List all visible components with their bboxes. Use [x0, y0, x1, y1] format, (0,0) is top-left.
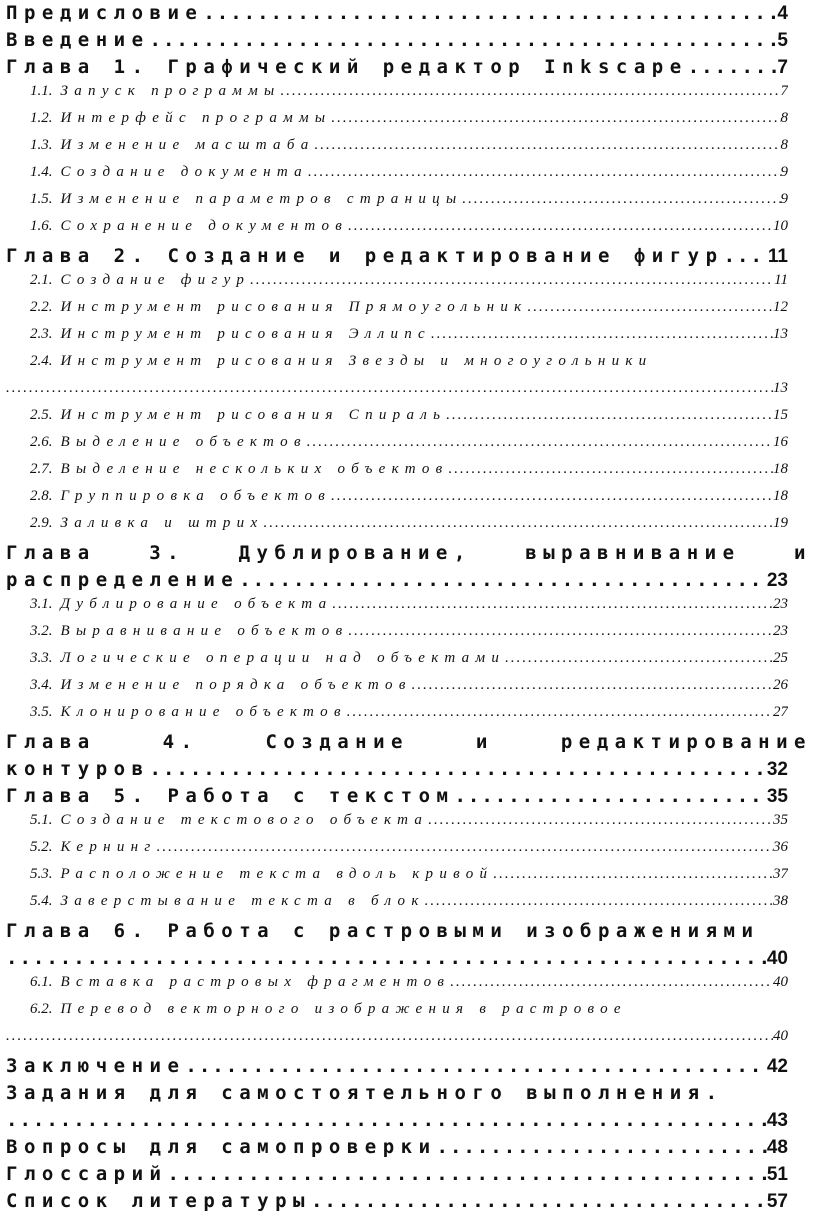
toc-subsection-entry[interactable] [30, 893, 788, 910]
section-number: 2.6. [30, 434, 53, 450]
toc-entry-continuation [6, 1028, 788, 1045]
section-title: Перевод векторного изображения в растровое [60, 1001, 627, 1017]
heading-line [6, 731, 812, 753]
section-number: 2.7. [30, 461, 53, 477]
page-number: 9 [780, 164, 788, 180]
toc-subsection-entry[interactable] [30, 650, 788, 667]
toc-subsection-entry[interactable] [30, 218, 788, 235]
page-number: 40 [766, 948, 788, 969]
dot-leader [347, 704, 773, 721]
dot-leader [6, 1109, 767, 1131]
toc-subsection-entry[interactable] [30, 704, 788, 721]
section-number: 5.3. [30, 866, 53, 882]
section-title: Выравнивание объектов [60, 623, 349, 639]
dot-leader [239, 569, 767, 591]
section-title: Кернинг [60, 839, 157, 855]
dot-leader [348, 623, 773, 640]
chapter-title: Список литературы [6, 1190, 311, 1212]
dot-leader [528, 299, 773, 316]
section-number: 5.1. [30, 812, 53, 828]
toc-subsection-entry[interactable] [30, 434, 788, 451]
toc-chapter-entry[interactable] [6, 1190, 788, 1213]
page-number: 25 [773, 650, 788, 666]
heading-word: 3. [149, 542, 186, 564]
dot-leader [6, 1028, 773, 1045]
section-title: Инструмент рисования Эллипс [60, 326, 432, 342]
dot-leader [450, 974, 773, 991]
section-title: Группировка объектов [60, 488, 332, 504]
toc-subsection-entry[interactable] [30, 353, 788, 370]
toc-chapter-entry[interactable] [6, 569, 788, 592]
section-number: 2.2. [30, 299, 53, 315]
chapter-title: Глава 1. Графический редактор Inkscape [6, 56, 688, 78]
page-number: 8 [780, 137, 788, 153]
heading-word: Дублирование, [238, 542, 472, 564]
section-number: 1.5. [30, 191, 53, 207]
toc-subsection-entry[interactable] [30, 137, 788, 154]
page-number: 11 [774, 272, 788, 288]
toc-subsection-entry[interactable] [30, 596, 788, 613]
section-title: Логические операции над объектами [60, 650, 506, 666]
page-number: 37 [773, 866, 788, 882]
page-number: 8 [780, 110, 788, 126]
heading-word: редактирование [560, 731, 812, 753]
page-number: 18 [773, 488, 788, 504]
section-title: Инструмент рисования Спираль [60, 407, 447, 423]
section-title: Клонирование объектов [60, 704, 347, 720]
dot-leader [446, 407, 773, 424]
dot-leader [6, 947, 767, 969]
dot-leader [331, 488, 773, 505]
dot-leader [6, 380, 773, 397]
heading-word: Глава [6, 731, 96, 753]
section-number: 2.9. [30, 515, 53, 531]
section-title: Создание документа [60, 164, 308, 180]
section-title: Вставка растровых фрагментов [60, 974, 451, 990]
page-number: 16 [773, 434, 788, 450]
dot-leader [462, 191, 780, 208]
dot-leader [307, 434, 773, 451]
heading-word: и [475, 731, 494, 753]
toc-subsection-entry[interactable] [30, 164, 788, 181]
toc-subsection-entry[interactable] [30, 974, 788, 991]
dot-leader [185, 1055, 766, 1077]
toc-chapter-entry[interactable] [6, 1109, 788, 1132]
section-number: 2.4. [30, 353, 53, 369]
page-number: 43 [766, 1110, 788, 1131]
page-number: 23 [766, 570, 788, 591]
dot-leader [250, 272, 774, 289]
section-number: 1.1. [30, 83, 53, 99]
heading-word: и [794, 542, 812, 564]
section-number: 1.6. [30, 218, 53, 234]
dot-leader [412, 677, 773, 694]
chapter-title: Вопросы для самопроверки [6, 1136, 437, 1158]
toc-chapter-heading [6, 1082, 812, 1104]
toc-subsection-entry[interactable] [30, 407, 788, 424]
toc-subsection-entry[interactable] [30, 272, 788, 289]
dot-leader [493, 866, 773, 883]
dot-leader [263, 515, 773, 532]
page-number: 23 [773, 596, 788, 612]
page-number: 40 [773, 974, 788, 990]
page-number: 42 [766, 1056, 788, 1077]
dot-leader [311, 1190, 767, 1212]
dot-leader [332, 596, 773, 613]
page-number: 27 [773, 704, 788, 720]
section-title: Заливка и штрих [60, 515, 264, 531]
page-number: 18 [773, 461, 788, 477]
page-number: 5 [777, 30, 788, 51]
page-number: 26 [773, 677, 788, 693]
chapter-title: Глава 5. Работа с текстом [6, 785, 455, 807]
page-number: 13 [773, 326, 788, 342]
toc-subsection-entry[interactable] [30, 488, 788, 505]
section-number: 3.5. [30, 704, 53, 720]
section-number: 5.2. [30, 839, 53, 855]
section-number: 3.1. [30, 596, 53, 612]
toc-chapter-entry[interactable] [6, 2, 788, 25]
dot-leader [428, 812, 773, 829]
toc-subsection-entry[interactable] [30, 839, 788, 856]
section-number: 3.4. [30, 677, 53, 693]
section-title: Создание фигур [60, 272, 251, 288]
section-title: Дублирование объекта [60, 596, 333, 612]
section-title: Выделение нескольких объектов [60, 461, 449, 477]
section-title: Запуск программы [60, 83, 281, 99]
toc-subsection-entry[interactable] [30, 515, 788, 532]
page-number: 48 [766, 1137, 788, 1158]
toc-chapter-entry[interactable] [6, 785, 788, 808]
section-title: Интерфейс программы [60, 110, 332, 126]
chapter-title: Заключение [6, 1055, 186, 1077]
section-number: 2.5. [30, 407, 53, 423]
toc-chapter-entry[interactable] [6, 758, 788, 781]
section-title: Заверстывание текста в блок [60, 893, 425, 909]
toc-subsection-entry[interactable] [30, 812, 788, 829]
toc-subsection-entry[interactable] [30, 461, 788, 478]
toc-subsection-entry[interactable] [30, 866, 788, 883]
toc-chapter-entry[interactable] [6, 947, 788, 970]
section-title: Изменение параметров страницы [60, 191, 463, 207]
section-number: 6.1. [30, 974, 53, 990]
dot-leader [505, 650, 773, 667]
section-title: Изменение порядка объектов [60, 677, 412, 693]
dot-leader [308, 164, 781, 181]
section-number: 1.4. [30, 164, 53, 180]
dot-leader [203, 2, 777, 24]
page-number: 10 [773, 218, 788, 234]
toc-subsection-entry[interactable] [30, 191, 788, 208]
dot-leader [724, 245, 768, 267]
section-number: 6.2. [30, 1001, 53, 1017]
dot-leader [167, 1163, 766, 1185]
section-number: 3.3. [30, 650, 53, 666]
section-number: 3.2. [30, 623, 53, 639]
page-number: 38 [773, 893, 788, 909]
page-number: 7 [780, 83, 788, 99]
section-number: 2.8. [30, 488, 53, 504]
page-number: 15 [773, 407, 788, 423]
dot-leader [431, 326, 773, 343]
heading-word: Создание [265, 731, 409, 753]
toc-subsection-entry[interactable] [30, 83, 788, 100]
page-number: 9 [780, 191, 788, 207]
page-number: 35 [773, 812, 788, 828]
dot-leader [280, 83, 780, 100]
page-number: 40 [773, 1028, 788, 1044]
toc-chapter-entry[interactable] [6, 1163, 788, 1186]
toc-subsection-entry[interactable] [30, 299, 788, 316]
toc-chapter-entry[interactable] [6, 56, 788, 79]
toc-subsection-entry[interactable] [30, 110, 788, 127]
section-number: 2.3. [30, 326, 53, 342]
dot-leader [449, 461, 774, 478]
toc-chapter-heading [6, 542, 812, 564]
toc-chapter-heading [6, 920, 812, 942]
section-title: Инструмент рисования Прямоугольник [60, 299, 528, 315]
dot-leader [348, 218, 773, 235]
heading-line [6, 542, 812, 564]
section-title: Выделение объектов [60, 434, 307, 450]
dot-leader [150, 758, 767, 780]
page-number: 4 [777, 3, 788, 24]
heading-word: 4. [162, 731, 199, 753]
toc-chapter-entry[interactable] [6, 29, 788, 52]
section-number: 2.1. [30, 272, 53, 288]
toc-subsection-entry[interactable] [30, 326, 788, 343]
section-number: 1.3. [30, 137, 53, 153]
toc-chapter-entry[interactable] [6, 245, 788, 268]
chapter-title: Глава 2. Создание и редактирование фигур [6, 245, 724, 267]
page-number: 36 [773, 839, 788, 855]
chapter-title: Глоссарий [6, 1163, 168, 1185]
page-number: 35 [766, 786, 788, 807]
section-title: Инструмент рисования Звезды и многоугольники [60, 353, 653, 369]
page-number: 13 [773, 380, 788, 396]
toc-entry-continuation [6, 380, 788, 397]
page-number: 23 [773, 623, 788, 639]
chapter-title: контуров [6, 758, 150, 780]
page-number: 57 [766, 1191, 788, 1212]
section-number: 5.4. [30, 893, 53, 909]
dot-leader [157, 839, 773, 856]
chapter-title: Предисловие [6, 2, 204, 24]
page-number: 11 [767, 246, 788, 267]
page-number: 32 [766, 759, 788, 780]
page-number: 7 [777, 57, 788, 78]
toc-chapter-entry[interactable] [6, 1055, 788, 1078]
section-title: Создание текстового объекта [60, 812, 429, 828]
chapter-title: распределение [6, 569, 240, 591]
chapter-title: Введение [6, 29, 150, 51]
dot-leader [150, 29, 778, 51]
section-title: Изменение масштаба [60, 137, 315, 153]
dot-leader [688, 56, 778, 78]
page-number: 51 [766, 1164, 788, 1185]
chapter-title: Глава 6. Работа с растровыми изображениями [6, 920, 760, 942]
dot-leader [437, 1136, 767, 1158]
section-title: Сохранение документов [60, 218, 349, 234]
section-title: Расположение текста вдоль кривой [60, 866, 494, 882]
chapter-title: Задания для самостоятельного выполнения. [6, 1082, 724, 1104]
toc-subsection-entry[interactable] [30, 623, 788, 640]
heading-word: выравнивание [525, 542, 741, 564]
section-number: 1.2. [30, 110, 53, 126]
page-number: 19 [773, 515, 788, 531]
heading-word: Глава [6, 542, 96, 564]
dot-leader [331, 110, 780, 127]
dot-leader [425, 893, 773, 910]
toc-subsection-entry[interactable] [30, 1001, 788, 1018]
toc-chapter-entry[interactable] [6, 1136, 788, 1159]
toc-chapter-heading [6, 731, 812, 753]
toc-subsection-entry[interactable] [30, 677, 788, 694]
dot-leader [315, 137, 781, 154]
dot-leader [454, 785, 766, 807]
page-number: 12 [773, 299, 788, 315]
